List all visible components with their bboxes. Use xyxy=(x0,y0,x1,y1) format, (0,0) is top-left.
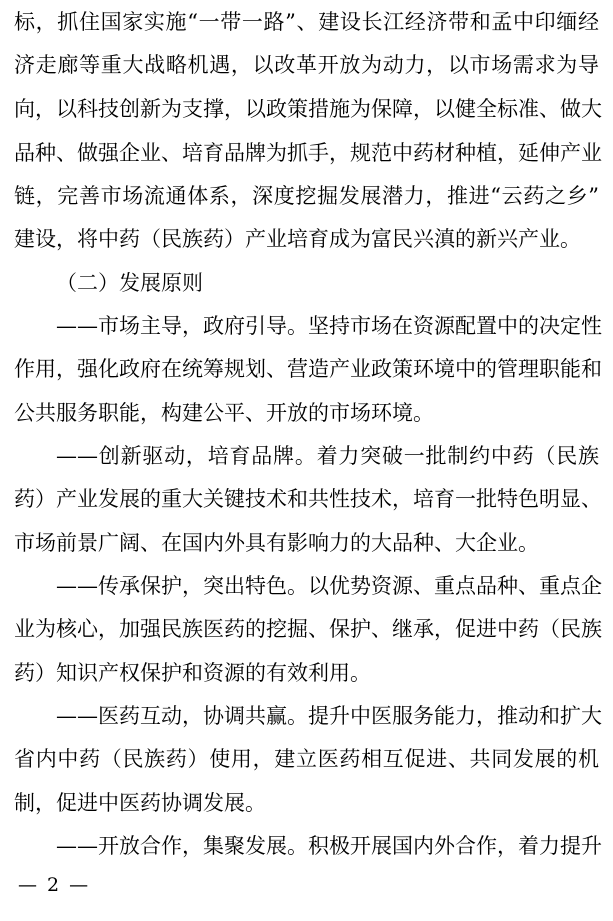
text-line: 标，抓住国家实施“一带一路”、建设长江经济带和孟中印缅经 xyxy=(14,10,599,34)
principle-line: ——市场主导，政府引导。坚持市场在资源配置中的决定性 xyxy=(56,314,602,338)
principle-line: ——医药互动，协调共赢。提升中医服务能力，推动和扩大 xyxy=(56,704,602,728)
text-line: 药）知识产权保护和资源的有效利用。 xyxy=(14,661,371,685)
principle-line: ——开放合作，集聚发展。积极开展国内外合作，着力提升 xyxy=(56,834,602,858)
text-line: 作用，强化政府在统筹规划、营造产业政策环境中的管理职能和 xyxy=(14,357,602,381)
principle-line: ——创新驱动，培育品牌。着力突破一批制约中药（民族 xyxy=(56,444,599,468)
text-line: 药）产业发展的重大关键技术和共性技术，培育一批特色明显、 xyxy=(14,487,602,511)
text-line: 业为核心，加强民族医药的挖掘、保护、继承，促进中药（民族 xyxy=(14,617,602,641)
text-line: 公共服务职能，构建公平、开放的市场环境。 xyxy=(14,401,434,425)
text-line: 向，以科技创新为支撑，以政策措施为保障，以健全标准、做大 xyxy=(14,97,602,121)
text-line: 济走廊等重大战略机遇，以改革开放为动力，以市场需求为导 xyxy=(14,53,599,77)
page-number: — 2 — xyxy=(18,874,91,896)
text-line: 制，促进中医药协调发展。 xyxy=(14,791,266,815)
text-line: 市场前景广阔、在国内外具有影响力的大品种、大企业。 xyxy=(14,531,539,555)
text-line: 建设，将中药（民族药）产业培育成为富民兴滇的新兴产业。 xyxy=(14,227,581,251)
text-line: 品种、做强企业、培育品牌为抓手，规范中药材种植，延伸产业 xyxy=(14,141,602,165)
text-line: 链，完善市场流通体系，深度挖掘发展潜力，推进“云药之乡” xyxy=(14,184,599,208)
text-line: 省内中药（民族药）使用，建立医药相互促进、共同发展的机 xyxy=(14,747,599,771)
section-heading: （二）发展原则 xyxy=(56,271,203,295)
principle-line: ——传承保护，突出特色。以优势资源、重点品种、重点企 xyxy=(56,574,602,598)
